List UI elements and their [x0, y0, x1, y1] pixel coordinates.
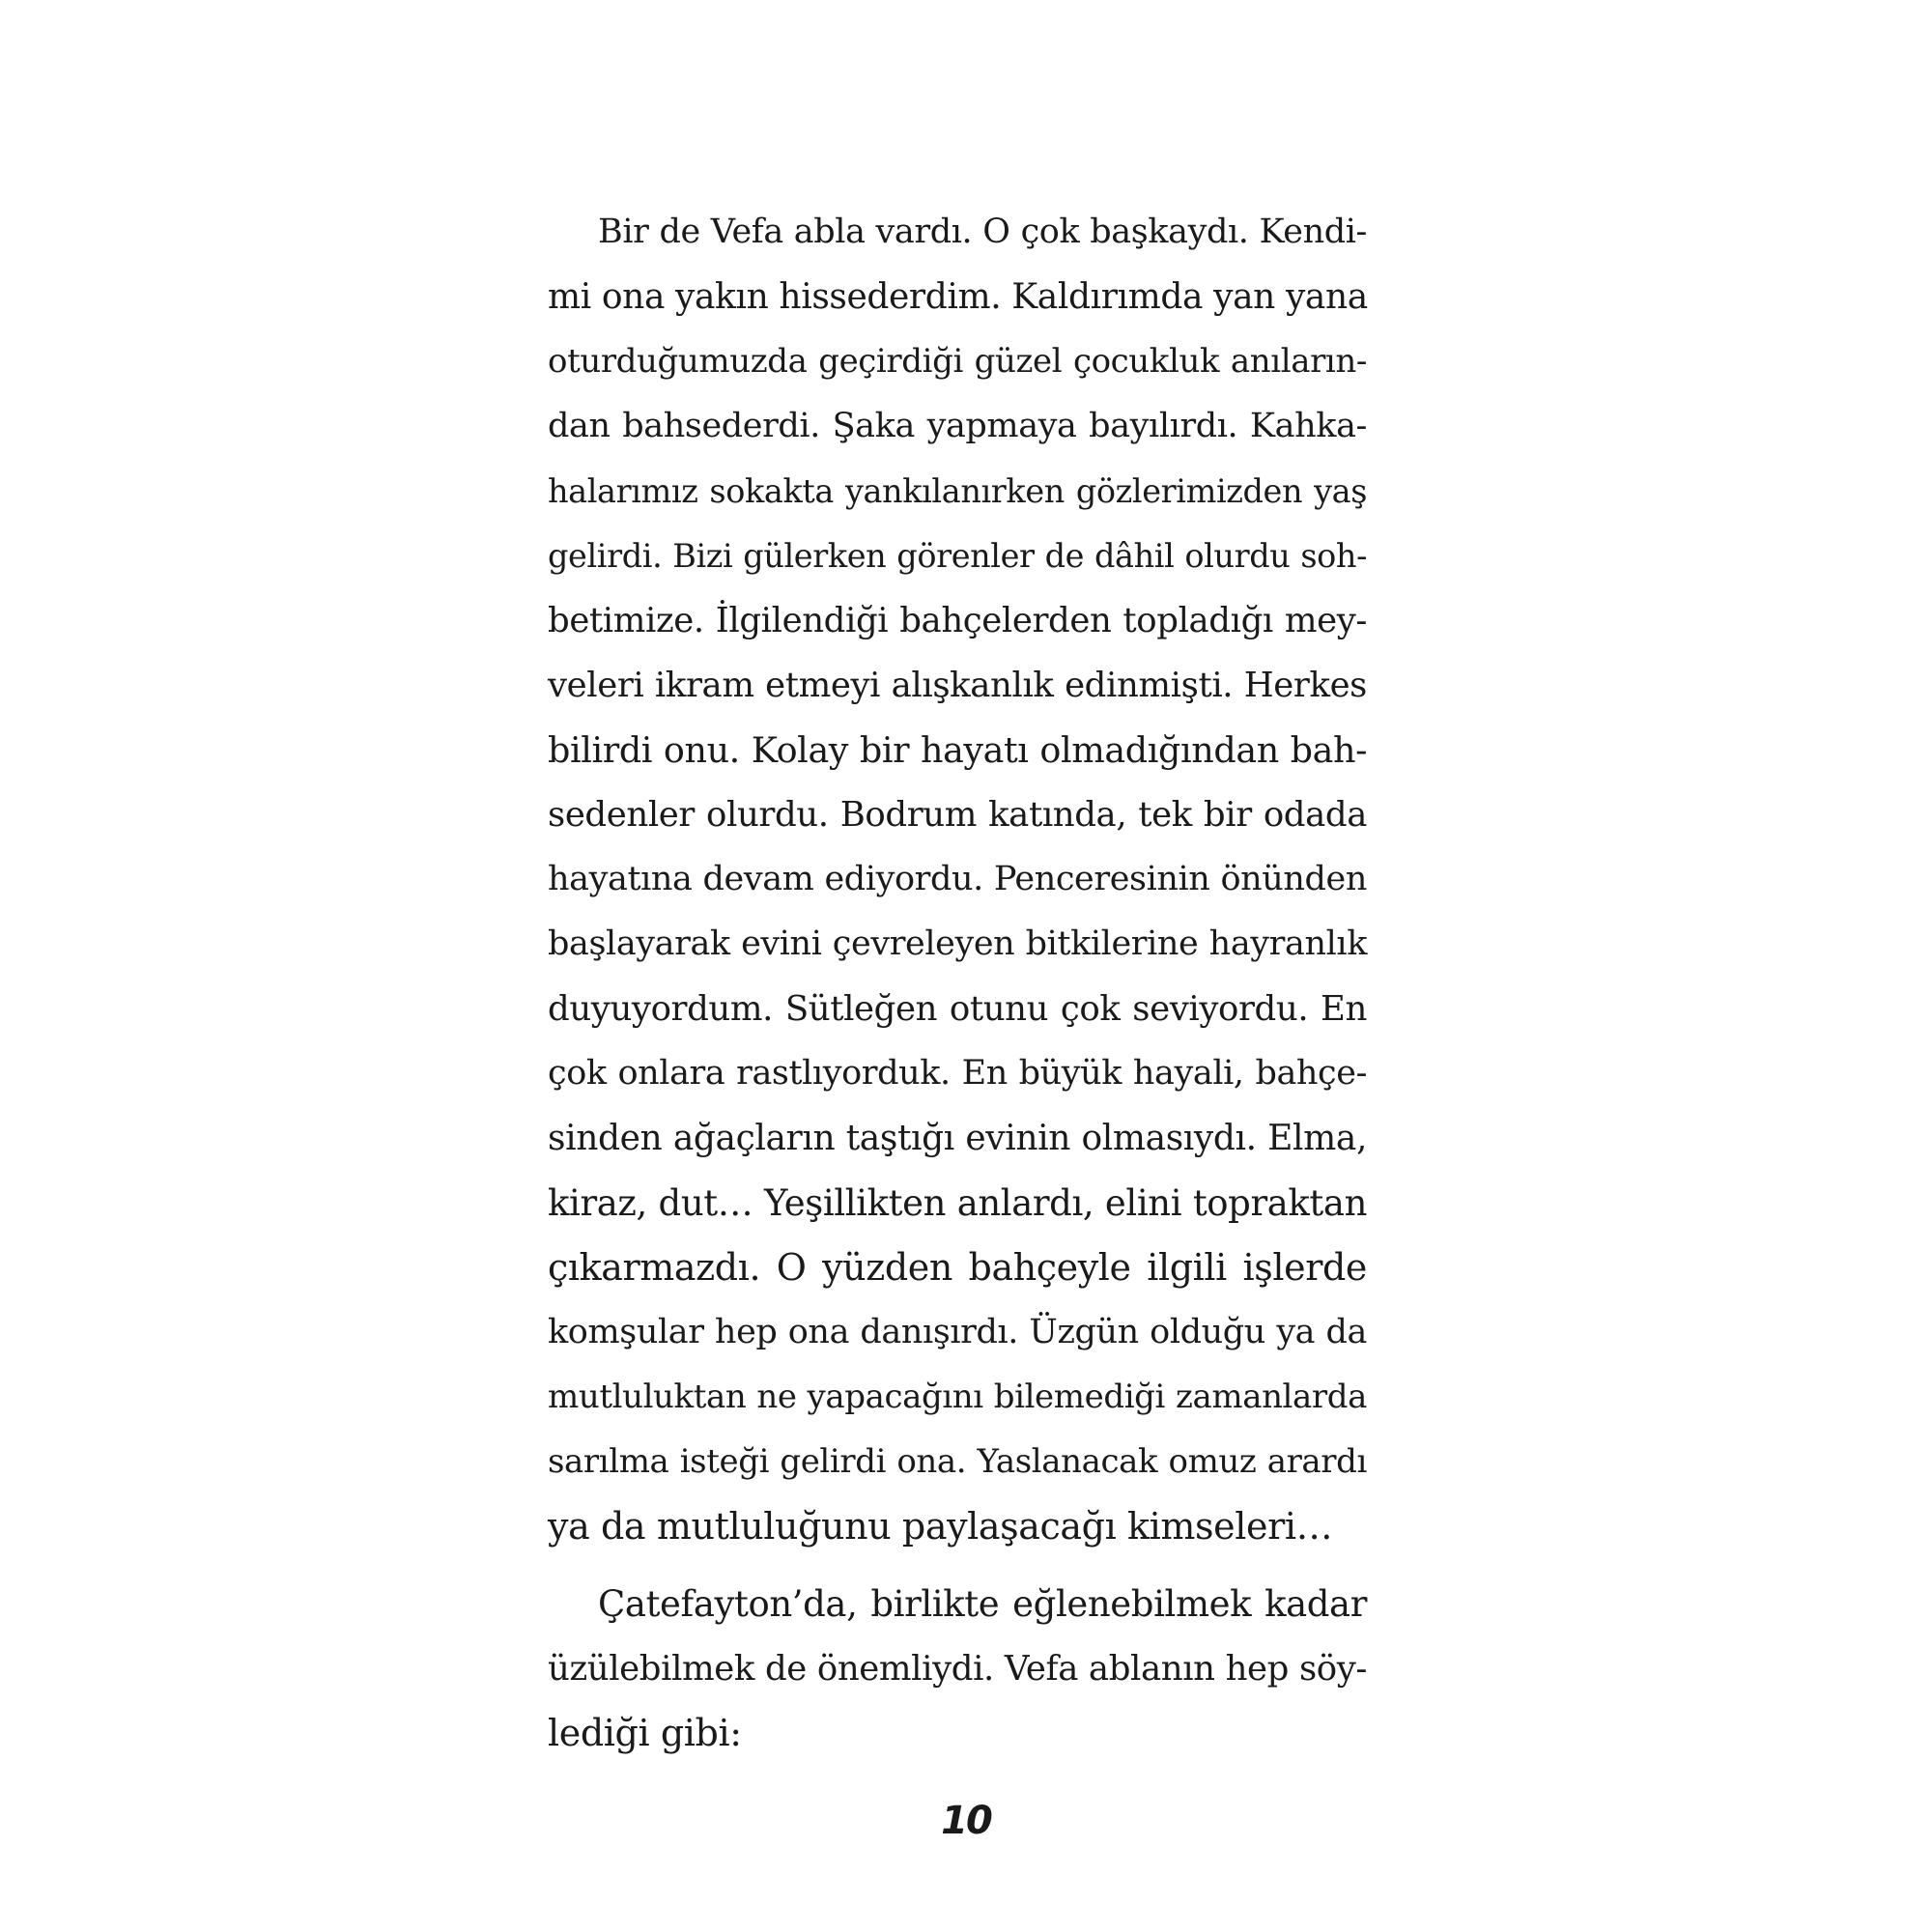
text-line: duyuyordum. Sütleğen otunu çok seviyordu. En [548, 989, 1367, 1029]
text-line: veleri ikram etmeyi alışkanlık edinmişti. Herkes [548, 666, 1367, 705]
text-line: mi ona yakın hissederdim. Kaldırımda yan yana [548, 277, 1368, 317]
text-line: betimize. İlgilendiği bahçelerden topladığı mey- [548, 601, 1367, 640]
text-line: çok onlara rastlıyorduk. En büyük hayali, bahçe- [548, 1054, 1367, 1093]
text-line: sinden ağaçların taştığı evinin olmasıydı. Elma, [548, 1119, 1367, 1158]
text-line: gelirdi. Bizi gülerken görenler de dâhil olurdu soh- [548, 537, 1367, 575]
text-line: bilirdi onu. Kolay bir hayatı olmadığından bah- [548, 729, 1367, 771]
body-text [548, 200, 1367, 1766]
paragraph-2 [548, 1572, 1367, 1766]
page-number: 10 [941, 1799, 991, 1843]
text-line: dan bahsederdi. Şaka yapmaya bayılırdı. Kahka- [548, 407, 1367, 445]
text-line: oturduğumuzda geçirdiği güzel çocukluk anıların- [548, 342, 1367, 381]
text-line: halarımız sokakta yankılanırken gözlerimizden yaş [548, 472, 1367, 510]
text-line: kiraz, dut… Yeşillikten anlardı, elini topraktan [548, 1182, 1367, 1224]
text-line: ya da mutluluğunu paylaşacağı kimseleri… [548, 1505, 1333, 1548]
text-line: Çatefayton’da, birlikte eğlenebilmek kadar [598, 1583, 1367, 1625]
text-line: mutluluktan ne yapacağını bilemediği zamanlarda [548, 1378, 1367, 1416]
text-line: komşular hep ona danışırdı. Üzgün olduğu ya da [548, 1313, 1367, 1351]
text-line: hayatına devam ediyordu. Penceresinin önünden [548, 860, 1367, 898]
text-line: Bir de Vefa abla vardı. O çok başkaydı. Kendi- [598, 213, 1367, 251]
text-line: üzülebilmek de önemliydi. Vefa ablanın hep söy- [548, 1649, 1367, 1689]
paragraph-1 [548, 200, 1367, 1559]
text-line: çıkarmazdı. O yüzden bahçeyle ilgili işlerde [548, 1246, 1367, 1289]
text-line: başlayarak evini çevreleyen bitkilerine hayranlık [548, 924, 1367, 963]
text-line: sedenler olurdu. Bodrum katında, tek bir odada [548, 795, 1367, 835]
text-line: sarılma isteği gelirdi ona. Yaslanacak omuz arardı [548, 1442, 1367, 1481]
text-line: lediği gibi: [548, 1712, 742, 1754]
